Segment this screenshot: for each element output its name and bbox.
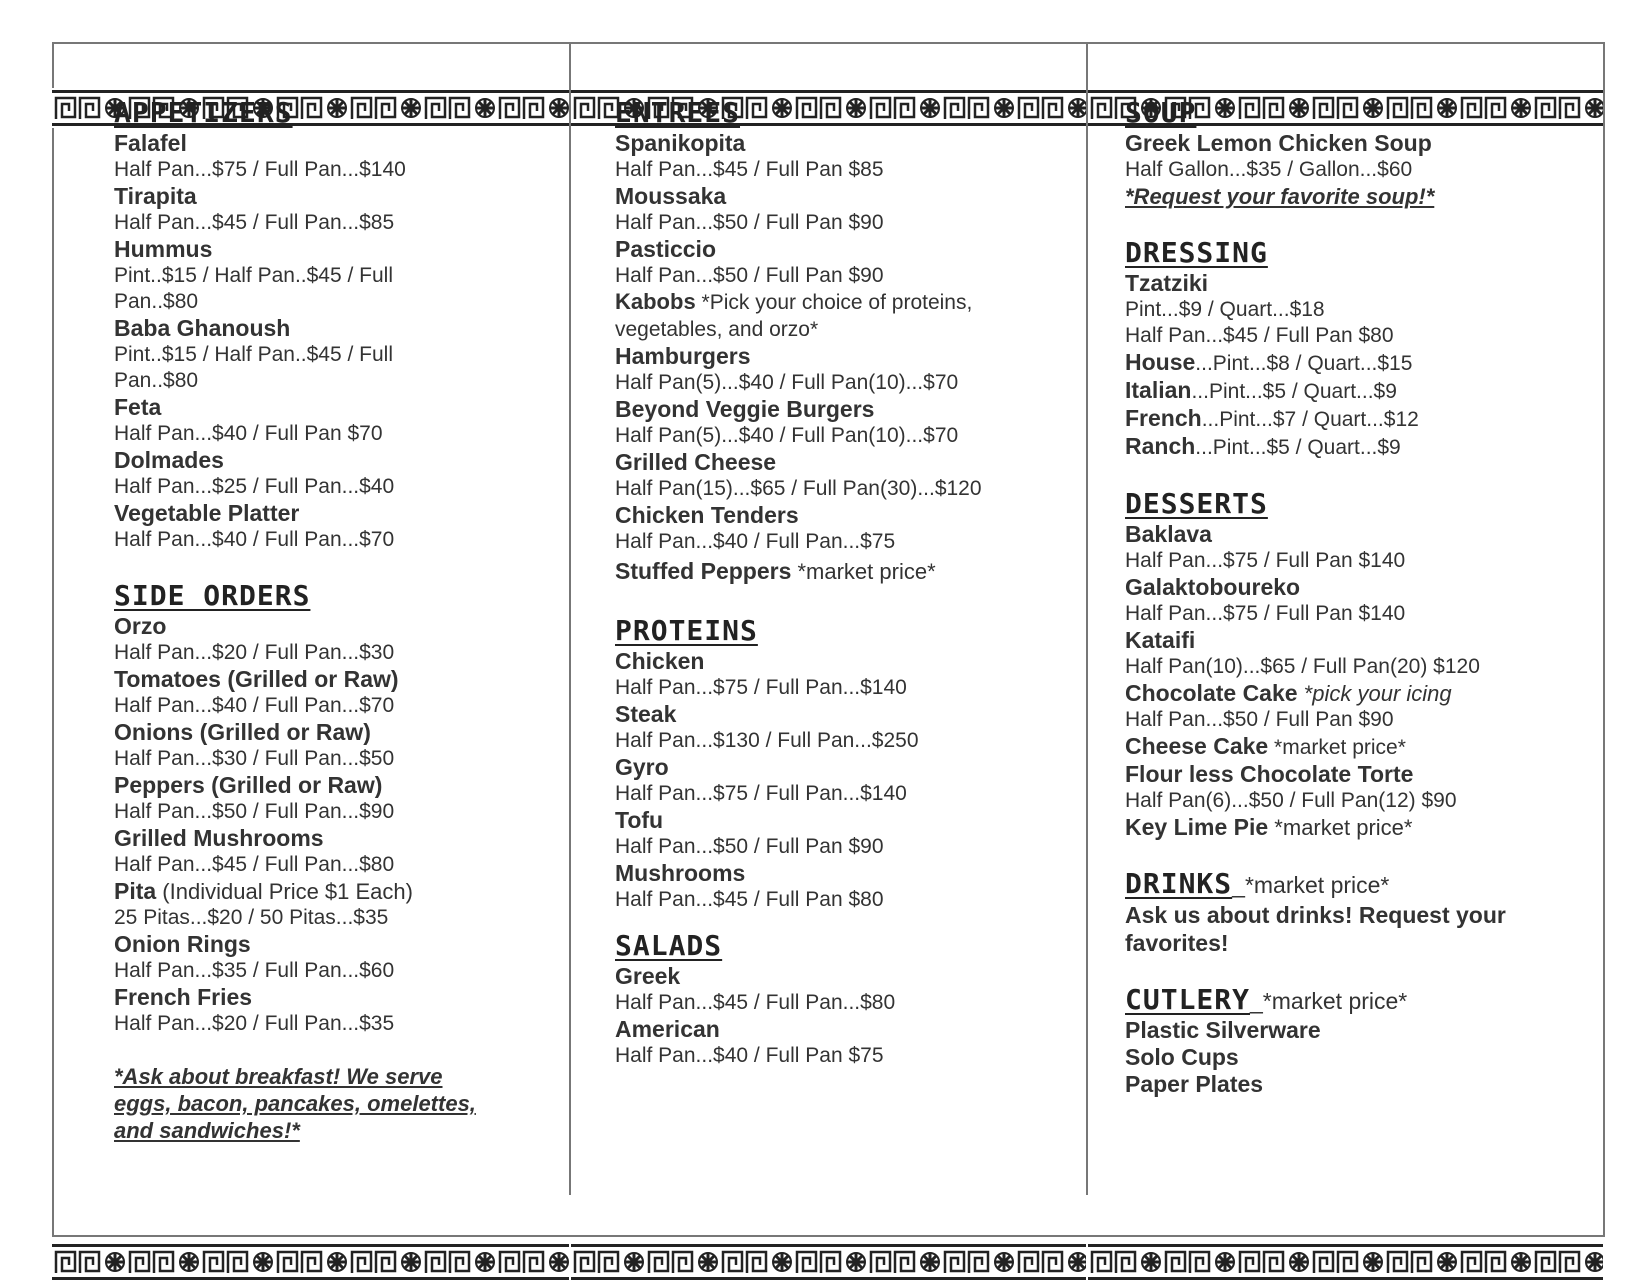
salads-list: [615, 963, 1075, 1069]
desserts-list: [1125, 521, 1585, 841]
meander-ornament: [821, 1252, 840, 1273]
section-heading-soup: SOUP: [1125, 96, 1197, 129]
meander-ornament: [1240, 1252, 1259, 1273]
column-right: [1088, 44, 1605, 1195]
rosette-ornament: [402, 1253, 420, 1271]
menu-item: Tirapita Half Pan...$45 / Full Pan...$85: [114, 183, 395, 234]
rosette-ornament: [625, 1253, 643, 1271]
dressing-list: [1125, 349, 1585, 461]
drinks-message: Ask us about drinks! Request your favorites!: [1125, 902, 1506, 956]
menu-item: Chicken Half Pan...$75 / Full Pan...$140: [615, 648, 907, 699]
greek-key-border-bottom: [571, 1242, 1086, 1282]
menu-item: Tomatoes (Grilled or Raw) Half Pan...$40 / Full Pan...$70: [114, 666, 399, 717]
rosette-ornament: [476, 1253, 494, 1271]
cutlery-heading-row: CUTLERY_*market price*: [1125, 983, 1408, 1016]
menu-item: Pita (Individual Price $1 Each) 25 Pitas...$20 / 50 Pitas...$35: [114, 878, 413, 929]
menu-item: Key Lime Pie *market price*: [1125, 814, 1413, 840]
side-orders-list: [114, 613, 554, 1037]
menu-item: Chicken Tenders Half Pan...$40 / Full Pan...$75: [615, 502, 896, 553]
greek-key-border-bottom: [52, 1242, 569, 1282]
meander-ornament: [228, 1252, 247, 1273]
menu-item: House...Pint...$8 / Quart...$15: [1125, 349, 1413, 375]
breakfast-note: *Ask about breakfast! We serve eggs, bacon, pancakes, omelettes, and sandwiches!*: [114, 1064, 476, 1143]
menu-item: Tzatziki Pint...$9 / Quart...$18 Half Pan...$45 / Full Pan $80: [1125, 270, 1394, 347]
meander-ornament: [599, 1252, 618, 1273]
menu-item: Pasticcio Half Pan...$50 / Full Pan $90: [615, 236, 884, 287]
list-item: Plastic Silverware: [1125, 1017, 1321, 1043]
meander-ornament: [352, 1252, 371, 1273]
menu-item: French...Pint...$7 / Quart...$12: [1125, 405, 1419, 431]
meander-ornament: [895, 1252, 914, 1273]
list-item: Paper Plates: [1125, 1071, 1264, 1097]
meander-ornament: [56, 1252, 75, 1273]
section-heading-salads: SALADS: [615, 929, 723, 962]
meander-ornament: [575, 1252, 594, 1273]
meander-ornament: [524, 1252, 543, 1273]
rosette-ornament: [1364, 1253, 1382, 1271]
section-heading-entrees: ENTREES: [615, 96, 741, 129]
meander-ornament: [649, 1252, 668, 1273]
menu-item: Mushrooms Half Pan...$45 / Full Pan $80: [615, 860, 884, 911]
menu-item: Beyond Veggie Burgers Half Pan(5)...$40 / Full Pan(10)...$70: [615, 396, 959, 447]
menu-item: Greek Half Pan...$45 / Full Pan...$80: [615, 963, 896, 1014]
meander-ornament: [1338, 1252, 1357, 1273]
meander-ornament: [56, 98, 75, 119]
section-heading-desserts: DESSERTS: [1125, 487, 1268, 520]
rosette-ornament: [1438, 1253, 1456, 1271]
menu-item: French Fries Half Pan...$20 / Full Pan...$35: [114, 984, 395, 1035]
meander-ornament: [500, 1252, 519, 1273]
meander-ornament: [1092, 98, 1111, 119]
rosette-ornament: [550, 1253, 568, 1271]
menu-item: Grilled Mushrooms Half Pan...$45 / Full Pan...$80: [114, 825, 395, 876]
column-middle: [571, 44, 1088, 1195]
rosette-ornament: [773, 1253, 791, 1271]
menu-item: Kabobs *Pick your choice of proteins, vegetables, and orzo*: [615, 289, 973, 341]
menu-item: Greek Lemon Chicken Soup Half Gallon...$35 / Gallon...$60: [1125, 130, 1432, 181]
meander-ornament: [723, 1252, 742, 1273]
entrees-list: [615, 130, 1075, 588]
menu-item: Italian...Pint...$5 / Quart...$9: [1125, 377, 1397, 403]
rosette-ornament: [699, 1253, 717, 1271]
meander-ornament: [1019, 1252, 1038, 1273]
menu-item: Falafel Half Pan...$75 / Full Pan...$140: [114, 130, 406, 181]
menu-item: Hamburgers Half Pan(5)...$40 / Full Pan(10)...$70: [615, 343, 959, 394]
menu-item: Ranch...Pint...$5 / Quart...$9: [1125, 433, 1401, 459]
menu-item: Tofu Half Pan...$50 / Full Pan $90: [615, 807, 884, 858]
meander-ornament: [945, 1252, 964, 1273]
menu-item: Hummus Pint..$15 / Half Pan..$45 / Full Pan..$80: [114, 236, 393, 313]
menu-item: Cheese Cake *market price*: [1125, 733, 1406, 759]
rosette-ornament: [1142, 1253, 1160, 1271]
meander-ornament: [1388, 1252, 1407, 1273]
meander-ornament: [1116, 1252, 1135, 1273]
rosette-ornament: [106, 1253, 124, 1271]
meander-ornament: [747, 1252, 766, 1273]
rosette-ornament: [180, 1253, 198, 1271]
menu-item: Chocolate Cake *pick your icing Half Pan...$50 / Full Pan $90: [1125, 680, 1452, 731]
cutlery-list: [1125, 1017, 1585, 1098]
menu-item: Gyro Half Pan...$75 / Full Pan...$140: [615, 754, 907, 805]
list-item: Solo Cups: [1125, 1044, 1239, 1070]
meander-ornament: [1043, 1252, 1062, 1273]
meander-ornament: [80, 1252, 99, 1273]
meander-ornament: [204, 1252, 223, 1273]
section-heading-proteins: PROTEINS: [615, 614, 758, 647]
rosette-ornament: [1069, 1253, 1086, 1271]
menu-item: Onion Rings Half Pan...$35 / Full Pan...$60: [114, 931, 395, 982]
menu-item: Vegetable Platter Half Pan...$40 / Full Pan...$70: [114, 500, 395, 551]
rosette-ornament: [995, 1253, 1013, 1271]
rosette-ornament: [921, 1253, 939, 1271]
meander-ornament: [154, 1252, 173, 1273]
section-heading-side-orders: SIDE ORDERS: [114, 579, 311, 612]
meander-ornament: [80, 98, 99, 119]
rosette-ornament: [254, 1253, 272, 1271]
menu-item: Stuffed Peppers *market price*: [615, 558, 936, 584]
menu-item: Steak Half Pan...$130 / Full Pan...$250: [615, 701, 919, 752]
menu-item: Spanikopita Half Pan...$45 / Full Pan $85: [615, 130, 884, 181]
meander-ornament: [278, 1252, 297, 1273]
meander-ornament: [1166, 1252, 1185, 1273]
menu-item: Galaktoboureko Half Pan...$75 / Full Pan $140: [1125, 574, 1406, 625]
rosette-ornament: [1290, 1253, 1308, 1271]
meander-ornament: [302, 1252, 321, 1273]
rosette-ornament: [1216, 1253, 1234, 1271]
section-heading-dressing: DRESSING: [1125, 236, 1268, 269]
menu-item: Onions (Grilled or Raw) Half Pan...$30 / Full Pan...$50: [114, 719, 395, 770]
meander-ornament: [1412, 1252, 1431, 1273]
section-heading-appetizers: APPETIZERS: [114, 96, 293, 129]
menu-item: Flour less Chocolate Torte Half Pan(6)...$50 / Full Pan(12) $90: [1125, 761, 1457, 812]
meander-ornament: [673, 1252, 692, 1273]
rosette-ornament: [847, 1253, 865, 1271]
proteins-list: [615, 648, 1075, 913]
section-heading-cutlery: CUTLERY: [1125, 983, 1251, 1016]
menu-item: Orzo Half Pan...$20 / Full Pan...$30: [114, 613, 395, 664]
meander-ornament: [1092, 1252, 1111, 1273]
rosette-ornament: [328, 1253, 346, 1271]
menu-item: American Half Pan...$40 / Full Pan $75: [615, 1016, 884, 1067]
section-heading-drinks: DRINKS: [1125, 867, 1233, 900]
greek-key-border-bottom: [1088, 1242, 1603, 1282]
meander-ornament: [1462, 1252, 1481, 1273]
column-left: [52, 44, 571, 1195]
meander-ornament: [1560, 1252, 1579, 1273]
meander-ornament: [1536, 1252, 1555, 1273]
meander-ornament: [1314, 1252, 1333, 1273]
meander-ornament: [426, 1252, 445, 1273]
meander-ornament: [797, 1252, 816, 1273]
menu-item: Moussaka Half Pan...$50 / Full Pan $90: [615, 183, 884, 234]
meander-ornament: [1264, 1252, 1283, 1273]
meander-ornament: [1190, 1252, 1209, 1273]
appetizers-list: [114, 130, 554, 553]
menu-item: Peppers (Grilled or Raw) Half Pan...$50 / Full Pan...$90: [114, 772, 395, 823]
menu-item: Baba Ghanoush Pint..$15 / Half Pan..$45 / Full Pan..$80: [114, 315, 393, 392]
rosette-ornament: [1586, 99, 1603, 117]
menu-item: Baklava Half Pan...$75 / Full Pan $140: [1125, 521, 1406, 572]
menu-item: Grilled Cheese Half Pan(15)...$65 / Full Pan(30)...$120: [615, 449, 982, 500]
meander-ornament: [376, 1252, 395, 1273]
meander-ornament: [969, 1252, 988, 1273]
menu-item: Kataifi Half Pan(10)...$65 / Full Pan(20) $120: [1125, 627, 1480, 678]
meander-ornament: [871, 1252, 890, 1273]
rosette-ornament: [1512, 1253, 1530, 1271]
soup-request-note: *Request your favorite soup!*: [1125, 184, 1435, 209]
meander-ornament: [130, 1252, 149, 1273]
meander-ornament: [450, 1252, 469, 1273]
meander-ornament: [575, 98, 594, 119]
meander-ornament: [1486, 1252, 1505, 1273]
menu-item: Dolmades Half Pan...$25 / Full Pan...$40: [114, 447, 395, 498]
drinks-heading-row: DRINKS_*market price*: [1125, 867, 1390, 900]
rosette-ornament: [1586, 1253, 1603, 1271]
menu-item: Feta Half Pan...$40 / Full Pan $70: [114, 394, 383, 445]
